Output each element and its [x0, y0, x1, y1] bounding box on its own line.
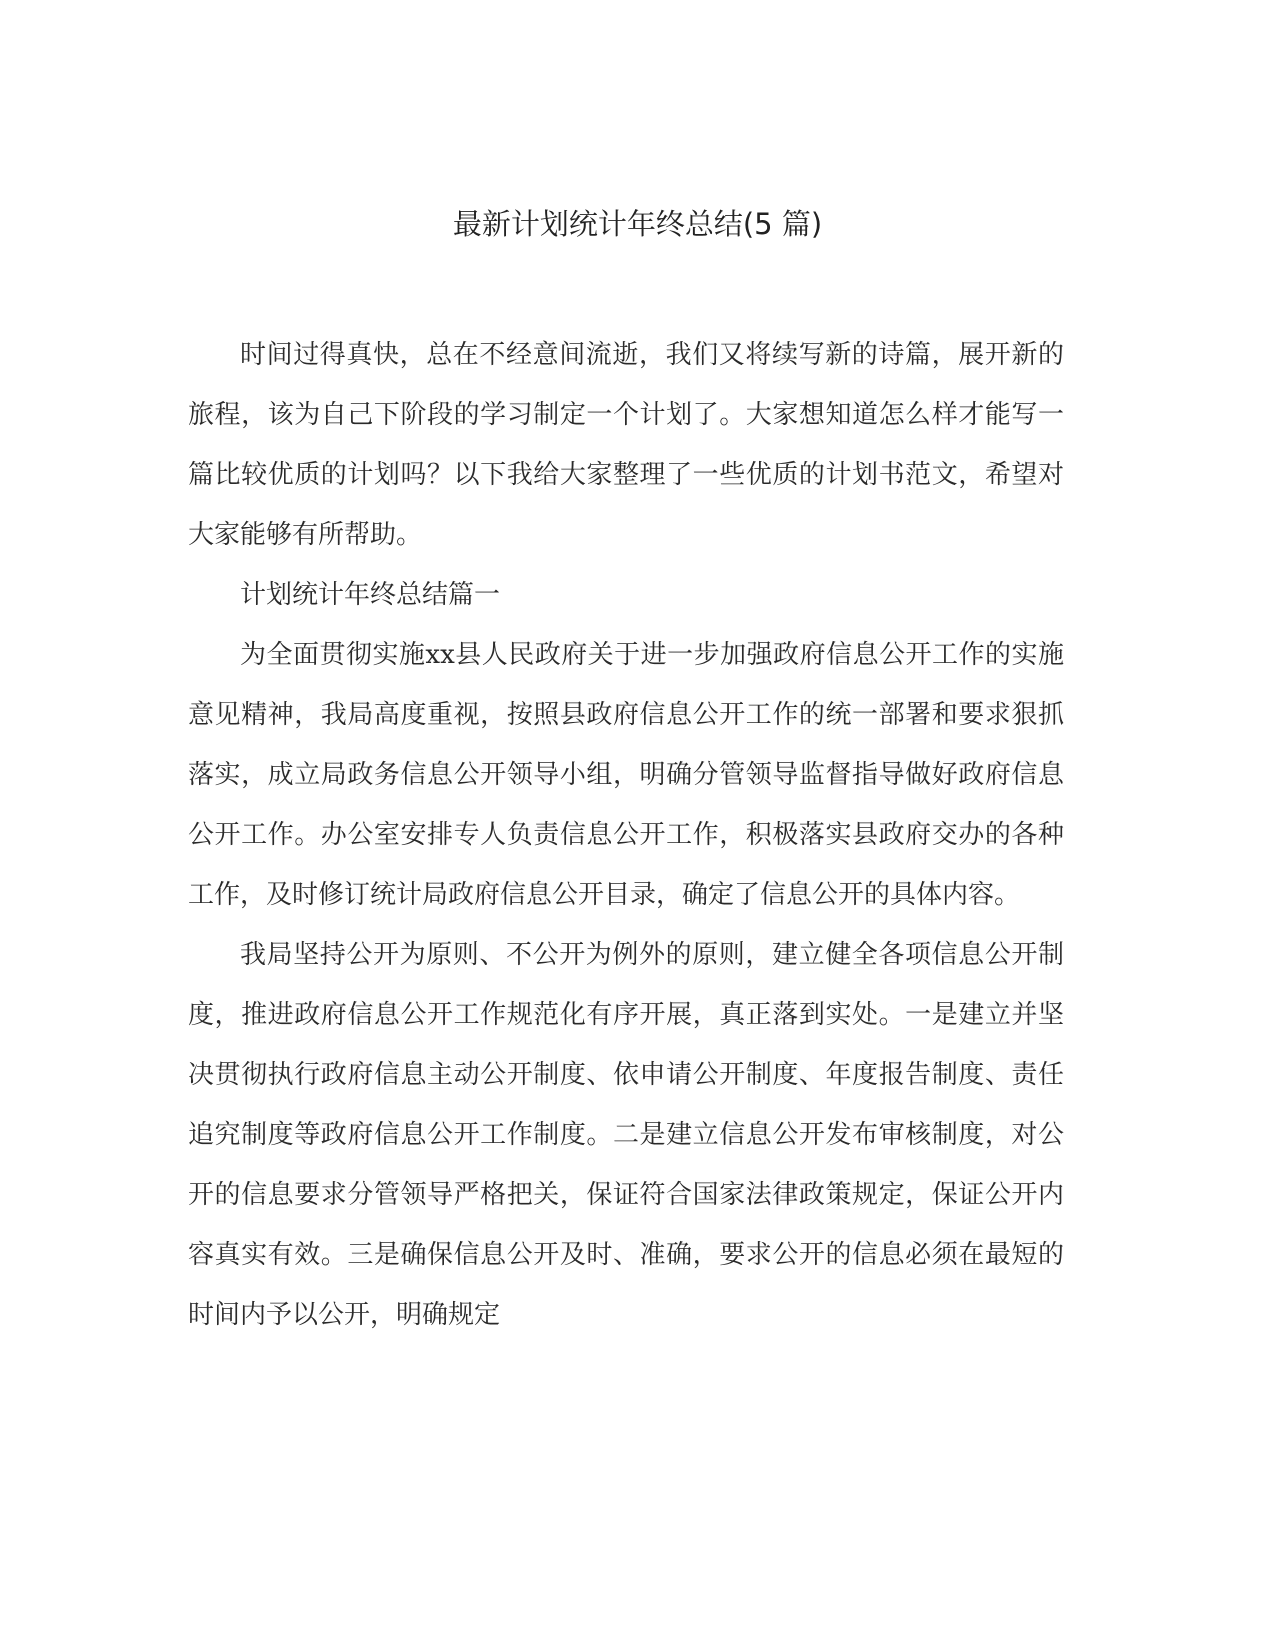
body-paragraph-2: 我局坚持公开为原则、不公开为例外的原则，建立健全各项信息公开制度，推进政府信息公开工作规范化有序开展，真正落到实处。一是建立并坚决贯彻执行政府信息主动公开制度、依申请公开制度、年度报告制度、责任追究制度等政府信息公开工作制度。二是建立信息公开发布审核制度，对公开的信息要求分管领导严格把关，保证符合国家法律政策规定，保证公开内容真实有效。三是确保信息公开及时、准确，要求公开的信息必须在最短的时间内予以公开，明确规定: [188, 940, 1064, 1330]
section-heading: 计划统计年终总结篇一: [240, 580, 501, 610]
body-paragraph-1: 为全面贯彻实施xx县人民政府关于进一步加强政府信息公开工作的实施意见精神，我局高度重视，按照县政府信息公开工作的统一部署和要求狠抓落实，成立局政务信息公开领导小组，明确分管领导监督指导做好政府信息公开工作。办公室安排专人负责信息公开工作，积极落实县政府交办的各种工作，及时修订统计局政府信息公开目录，确定了信息公开的具体内容。: [188, 640, 1064, 910]
intro-paragraph: 时间过得真快，总在不经意间流逝，我们又将续写新的诗篇，展开新的旅程，该为自己下阶段的学习制定一个计划了。大家想知道怎么样才能写一篇比较优质的计划吗？以下我给大家整理了一些优质的计划书范文，希望对大家能够有所帮助。: [188, 340, 1064, 550]
document-body: [188, 325, 1064, 1345]
document-title: 最新计划统计年终总结(5 篇): [452, 207, 823, 241]
